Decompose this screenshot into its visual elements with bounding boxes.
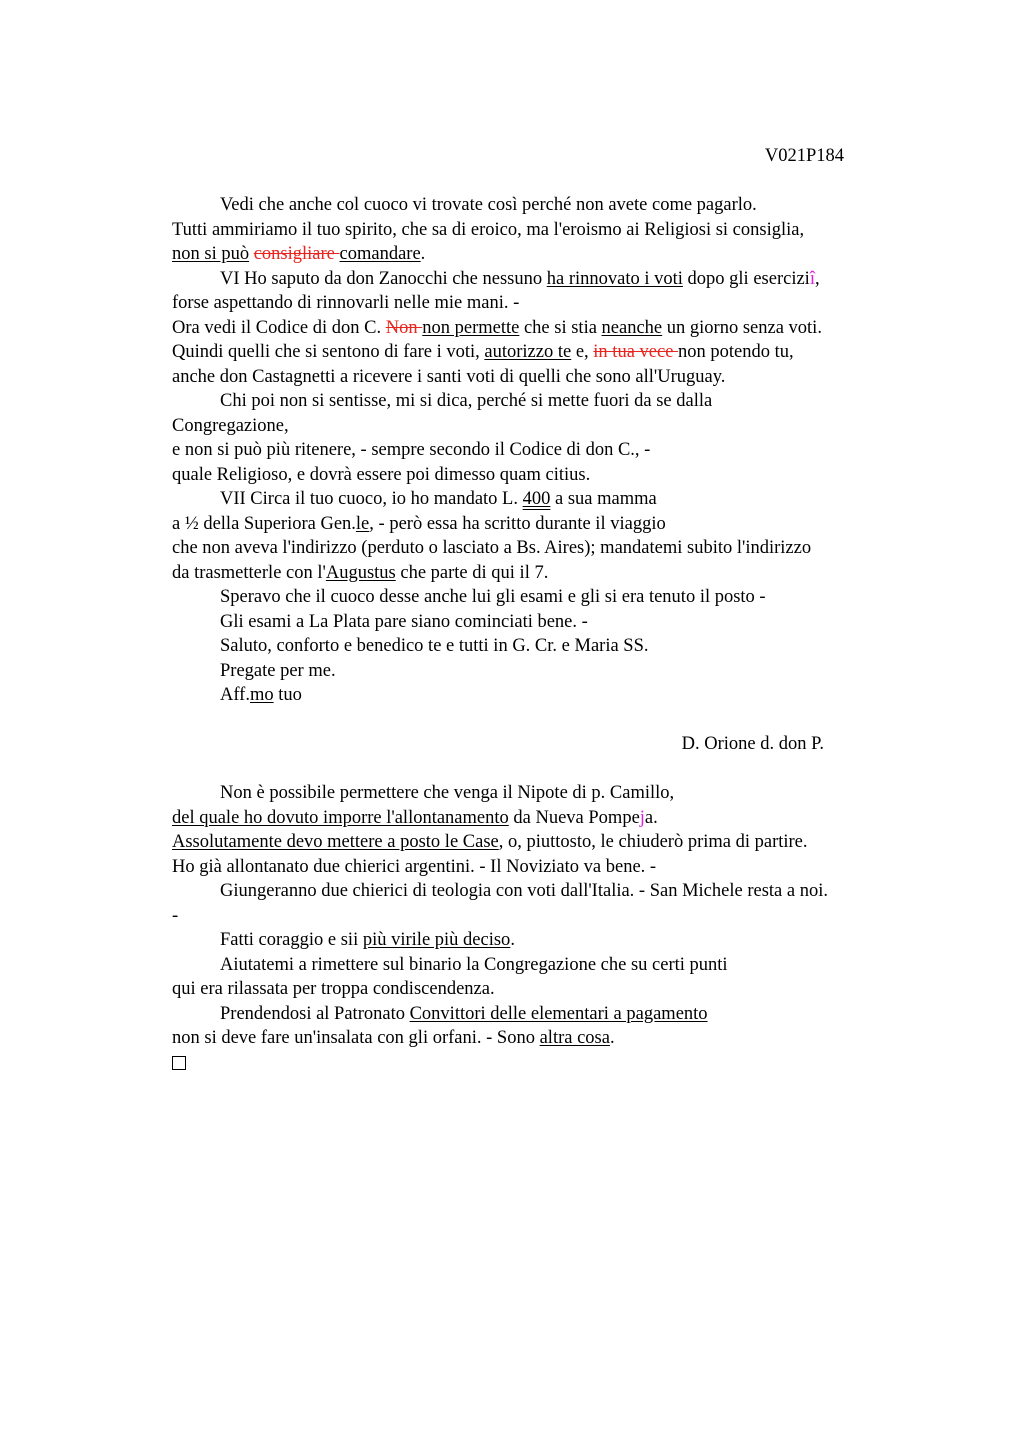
paragraph-line: non si può consigliare comandare. [172,244,426,264]
deleted-text: consigliare [253,244,340,264]
paragraph-line: Non è possibile permettere che venga il Nipote di p. Camillo, [220,783,675,803]
end-mark [172,1051,912,1076]
paragraph-line: quale Religioso, e dovrà essere poi dimesso quam citius. [172,464,591,485]
paragraph-line: non si deve fare un'insalata con gli orfani. - Sono altra cosa. [172,1028,615,1048]
closing-line: Aff.mo tuo [220,685,302,705]
deleted-text: in tua vece [593,342,679,362]
paragraph-line: Saluto, conforto e benedico te e tutti in G. Cr. e Maria SS. [220,636,649,656]
paragraph-line: Fatti coraggio e sii più virile più deciso. [220,930,515,950]
double-underlined-text: 400 [522,489,551,509]
paragraph-line: anche don Castagnetti a ricevere i santi voti di quelli che sono all'Uruguay. [172,366,726,387]
paragraph-line: VII Circa il tuo cuoco, io ho mandato L. 400 a sua mamma [220,489,657,509]
underlined-text: Augustus [325,562,396,583]
document-id: V021P184 [764,146,844,166]
paragraph-line: e non si può più ritenere, - sempre secondo il Codice di don C., - [172,440,651,460]
paragraph-line: VI Ho saputo da don Zanocchi che nessuno ha rinnovato i voti dopo gli eserciziî, [220,268,820,289]
paragraph-line: - [172,905,179,926]
paragraph-line: Congregazione, [172,415,289,436]
paragraph-line: forse aspettando di rinnovarli nelle mie mani. - [172,293,520,313]
paragraph-line: che non aveva l'indirizzo (perduto o lasciato a Bs. Aires); mandatemi subito l'indirizzo [172,538,812,558]
underlined-text: Convittori delle elementari a pagamento [409,1003,708,1024]
underlined-text: ha rinnovato i voti [546,268,683,289]
correction-mark: j [639,807,645,828]
underlined-text: altra cosa [539,1028,610,1048]
deleted-text: Non [385,317,423,338]
paragraph-line: da trasmetterle con l'Augustus che parte di qui il 7. [172,562,549,583]
underlined-text: del quale ho dovuto imporre l'allontanamento [172,807,509,828]
underlined-text: le [355,513,370,534]
paragraph-line: Tutti ammiriamo il tuo spirito, che sa di eroico, ma l'eroismo ai Religiosi si consiglia, [172,219,805,240]
underlined-text: mo [249,685,274,705]
signature: D. Orione d. don P. [681,734,824,754]
square-box-icon [172,1056,186,1070]
paragraph-line: Vedi che anche col cuoco vi trovate così perché non avete come pagarlo. [220,195,757,215]
underlined-text: Assolutamente devo mettere a posto le Case [172,832,499,852]
paragraph-line: Ho già allontanato due chierici argentini. - Il Noviziato va bene. - [172,856,657,877]
paragraph-line: qui era rilassata per troppa condiscendenza. [172,979,495,999]
underlined-text: non si può [172,244,250,264]
paragraph-line: Prendendosi al Patronato Convittori delle elementari a pagamento [220,1003,708,1024]
underlined-text: più virile più deciso [362,930,511,950]
paragraph-line: Quindi quelli che si sentono di fare i voti, autorizzo te e, in tua vece non potendo tu, [172,342,794,362]
paragraph-line: a ½ della Superiora Gen.le, - però essa ha scritto durante il viaggio [172,513,666,534]
paragraph-line: Assolutamente devo mettere a posto le Case, o, piuttosto, le chiuderò prima di partire. [172,832,808,852]
underlined-text: autorizzo te [484,342,572,362]
underlined-text: non permette [422,317,520,338]
letter-document [172,144,912,1075]
underlined-text: comandare [339,244,421,264]
paragraph-line: Ora vedi il Codice di don C. Non non permette che si stia neanche un giorno senza voti. [172,317,822,338]
paragraph-line: Pregate per me. [220,660,336,681]
paragraph-line: Gli esami a La Plata pare siano cominciati bene. - [220,611,588,632]
paragraph-line: Speravo che il cuoco desse anche lui gli esami e gli si era tenuto il posto - [220,587,766,607]
paragraph-line: Giungeranno due chierici di teologia con voti dall'Italia. - San Michele resta a noi. [220,881,828,901]
correction-mark: î [809,268,815,289]
paragraph-line: del quale ho dovuto imporre l'allontanamento da Nueva Pompeja. [172,807,658,828]
paragraph-line: Aiutatemi a rimettere sul binario la Congregazione che su certi punti [220,954,728,975]
paragraph-line: Chi poi non si sentisse, mi si dica, perché si mette fuori da se dalla [220,391,713,411]
underlined-text: neanche [601,317,663,338]
